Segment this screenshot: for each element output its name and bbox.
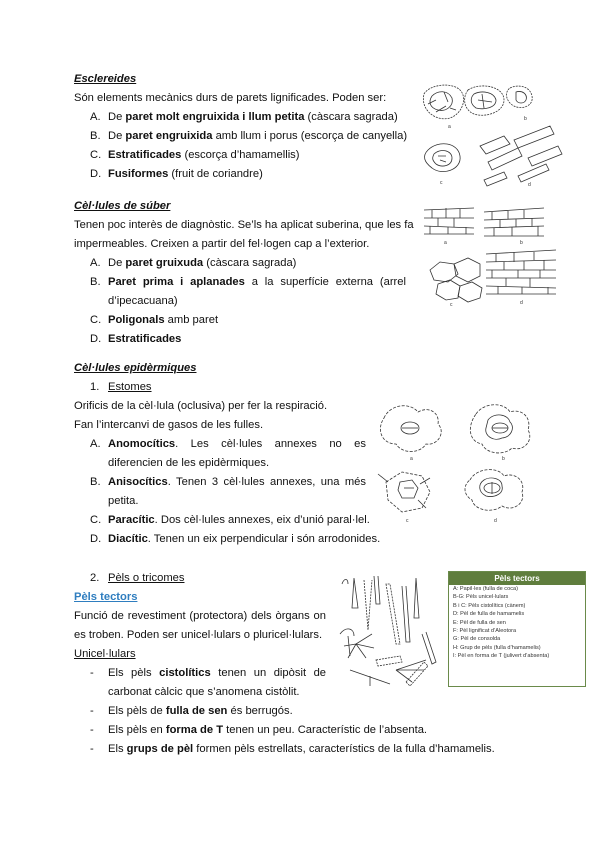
legend-item: F: Pèl lignificat d’Aleotora bbox=[453, 628, 517, 635]
bullet-marker: - bbox=[90, 667, 94, 679]
estomes-item-d: D. Diacític. Tenen un eix perpendicular i són arrodonides. bbox=[90, 530, 380, 549]
esclereides-intro: Són elements mecànics durs de parets lignificades. Poden ser: bbox=[74, 92, 387, 104]
list-marker: C. bbox=[90, 514, 102, 526]
esclereides-item-c: C. Estratificades (escorça d’hamamellis) bbox=[90, 146, 300, 165]
escl-label-a: a bbox=[448, 124, 451, 130]
estomes-line-1: Orificis de la cèl·lula (oclusiva) per fer la respiració. bbox=[74, 400, 328, 412]
pels-line-1: Funció de revestiment (protectora) dels òrgans on bbox=[74, 610, 326, 622]
est-label-a: a bbox=[410, 456, 413, 462]
pels-tectors-title: Pèls tectors bbox=[74, 591, 138, 603]
sub-label-b: b bbox=[520, 240, 523, 246]
pels-line-2: es troben. Poden ser unicel·lulars o pluricel·lulars. bbox=[74, 629, 323, 641]
list-marker: D. bbox=[90, 168, 102, 180]
list-marker: A. bbox=[90, 257, 101, 269]
list-marker: B. bbox=[90, 130, 101, 142]
pels-bullet-4: - Els grups de pèl formen pèls estrellats, característics de la fulla d’hamamelis. bbox=[90, 740, 495, 759]
escl-label-b: b bbox=[524, 116, 527, 122]
esclereides-item-d: D. Fusiformes (fruit de coriandre) bbox=[90, 165, 263, 184]
list-marker: B. bbox=[90, 476, 101, 488]
escl-label-d: d bbox=[528, 182, 531, 188]
pels-bullet-1: - Els pèls cistolítics tenen un dipòsit de bbox=[90, 664, 326, 683]
list-marker: 2. bbox=[90, 572, 100, 584]
suber-item-c: C. Poligonals amb paret bbox=[90, 311, 218, 330]
esclereides-title: Esclereides bbox=[74, 73, 137, 85]
list-marker: C. bbox=[90, 314, 102, 326]
estomes-heading bbox=[90, 378, 152, 397]
list-marker: C. bbox=[90, 149, 102, 161]
list-marker: A. bbox=[90, 438, 101, 450]
list-marker: D. bbox=[90, 333, 102, 345]
suber-item-b-continued: d’ipecacuana) bbox=[108, 295, 178, 307]
bullet-marker: - bbox=[90, 724, 94, 736]
unicel-title: Unicel·lulars bbox=[74, 648, 136, 660]
suber-figure bbox=[420, 204, 570, 308]
legend-item: B i C: Pèls cistolítics (cànem) bbox=[453, 602, 526, 609]
esclereides-figure bbox=[418, 80, 568, 188]
suber-item-d: D. Estratificades bbox=[90, 330, 181, 349]
epidermiques-title: Cèl·lules epidèrmiques bbox=[74, 362, 197, 374]
legend-item: I: Pèl en forma de T (julivert d’absenta) bbox=[453, 653, 550, 660]
suber-intro-line-1: Tenen poc interès de diagnòstic. Se’ls ha aplicat suberina, que les fa bbox=[74, 219, 414, 231]
pels-heading bbox=[90, 569, 184, 588]
est-label-b: b bbox=[502, 456, 505, 462]
legend-item: G: Pèl de consolda bbox=[453, 636, 501, 643]
list-marker: A. bbox=[90, 111, 101, 123]
est-label-c: c bbox=[406, 518, 409, 524]
estomes-line-2: Fan l’intercanvi de gasos de les fulles. bbox=[74, 419, 264, 431]
estomes-item-b-continued: petita. bbox=[108, 495, 139, 507]
esclereides-item-b: B. De paret engruixida amb llum i porus (escorça de canyella) bbox=[90, 127, 407, 146]
estomes-title: Estomes bbox=[108, 381, 152, 393]
sub-label-d: d bbox=[520, 300, 523, 306]
pels-bullet-2: - Els pèls de fulla de sen és berrugós. bbox=[90, 702, 293, 721]
sub-label-a: a bbox=[444, 240, 447, 246]
list-marker: B. bbox=[90, 276, 101, 288]
estomes-item-c: C. Paracític. Dos cèl·lules annexes, eix d’unió paral·lel. bbox=[90, 511, 370, 530]
estomes-item-b: B. Anisocítics. Tenen 3 cèl·lules annexes, una més bbox=[90, 473, 366, 492]
sub-label-c: c bbox=[450, 302, 453, 308]
bullet-marker: - bbox=[90, 743, 94, 755]
list-marker: 1. bbox=[90, 381, 100, 393]
bullet-marker: - bbox=[90, 705, 94, 717]
escl-label-c: c bbox=[440, 180, 443, 186]
estomes-item-a: A. Anomocítics. Les cèl·lules annexes no es bbox=[90, 435, 366, 454]
legend-item: D: Pèl de fulla de hamamelis bbox=[453, 611, 525, 618]
pels-title: Pèls o tricomes bbox=[108, 572, 185, 584]
suber-title: Cèl·lules de súber bbox=[74, 200, 171, 212]
suber-item-b: B. Paret prima i aplanades a la superfície externa (arrel bbox=[90, 273, 408, 292]
pels-bullet-1-continued: carbonat càlcic que s’anomena cistòlit. bbox=[108, 686, 300, 698]
legend-item: B-G: Pèls unicel·lulars bbox=[453, 594, 509, 601]
legend-item: H: Grup de pèls (fulla d’hamamelis) bbox=[453, 644, 541, 651]
pels-tectors-legend bbox=[448, 571, 586, 687]
estomes-figure bbox=[376, 398, 566, 526]
legend-item: E: Pèl de fulla de sen bbox=[453, 619, 506, 626]
legend-item: A: Papil·les (fulla de coca) bbox=[453, 586, 518, 592]
suber-item-a: A. De paret gruixuda (càscara sagrada) bbox=[90, 254, 296, 273]
pels-bullet-3: - Els pèls en forma de T tenen un peu. Característic de l’absenta. bbox=[90, 721, 427, 740]
est-label-d: d bbox=[494, 518, 497, 524]
esclereides-item-a: A. De paret molt engruixida i llum petita (càscara sagrada) bbox=[90, 108, 398, 127]
list-marker: D. bbox=[90, 533, 102, 545]
tricomes-figure bbox=[336, 574, 444, 698]
legend-title: Pèls tectors bbox=[449, 572, 585, 585]
estomes-item-a-continued: diferencien de les epidèrmiques. bbox=[108, 457, 270, 469]
suber-intro-line-2: impermeables. Creixen a partir del fel·logen cap a l’exterior. bbox=[74, 238, 370, 250]
